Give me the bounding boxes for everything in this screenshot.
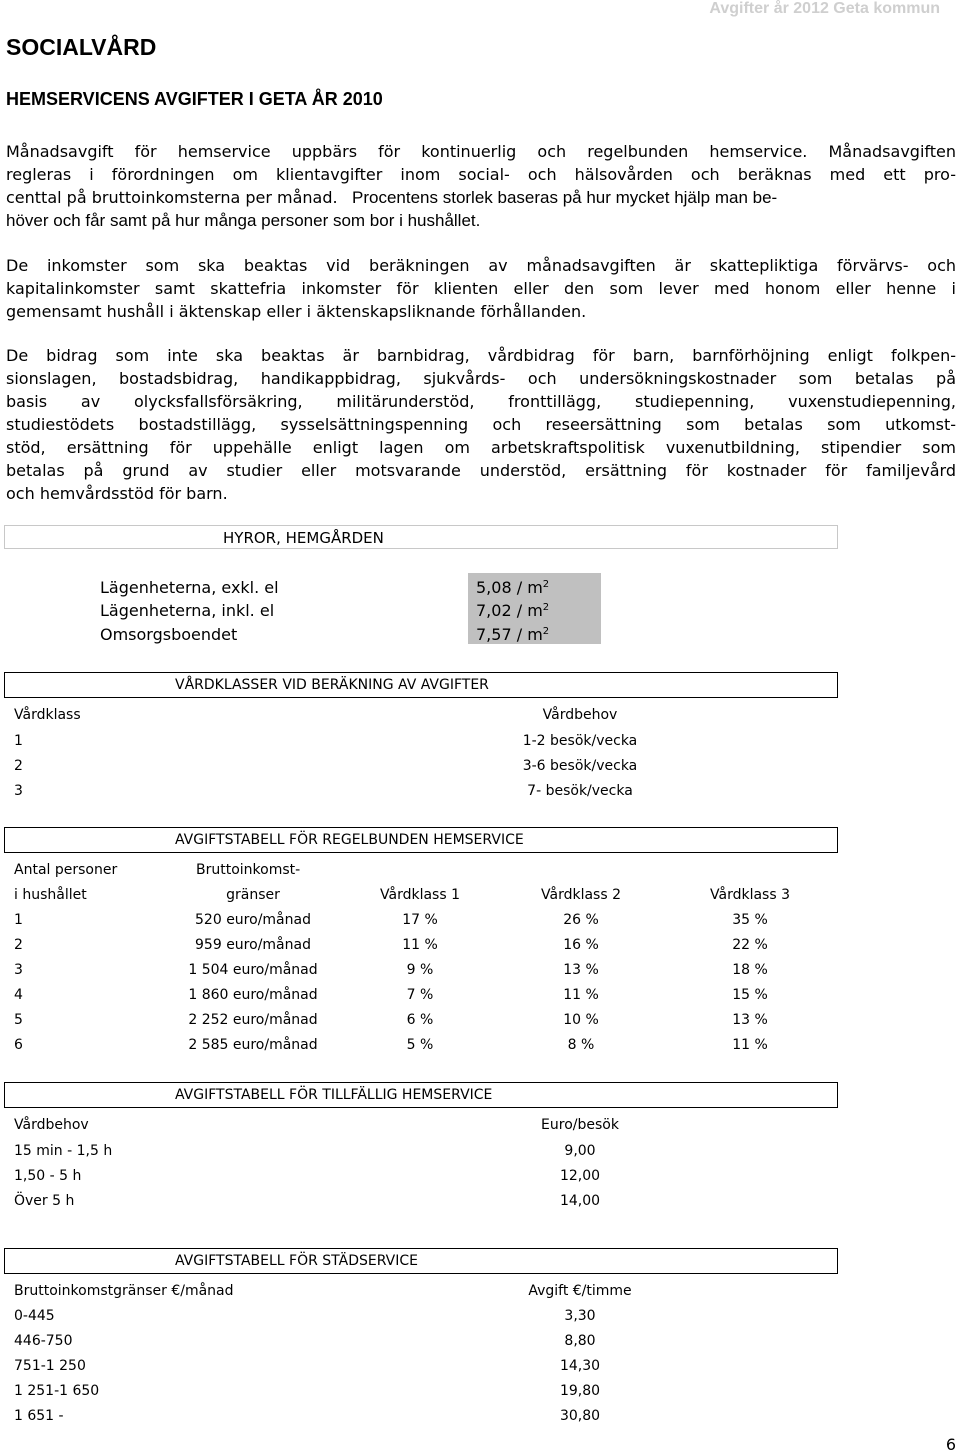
regular-table-title: AVGIFTSTABELL FÖR REGELBUNDEN HEMSERVICE bbox=[175, 832, 524, 848]
paragraph-line: De bidrag som inte ska beaktas är barnbidrag, vårdbidrag för barn, barnförhöjning enligt folkpen- bbox=[6, 346, 956, 365]
paragraph-line: basis av olycksfallsförsäkring, militärunderstöd, fronttillägg, studiepenning, vuxenstudiepenning, bbox=[6, 392, 956, 411]
table-cell: 0-445 bbox=[14, 1308, 55, 1324]
table-cell: 3 bbox=[14, 962, 23, 978]
table-cell: 8,80 bbox=[564, 1333, 596, 1349]
table-cell: 11 % bbox=[732, 1037, 768, 1053]
table-cell: 10 % bbox=[563, 1012, 599, 1028]
table-cell: 3 bbox=[14, 783, 23, 799]
table-cell: 520 euro/månad bbox=[195, 912, 311, 928]
paragraph-line: sionslagen, bostadsbidrag, handikappbidrag, sjukvårds- och undersökningskostnader som betalas på bbox=[6, 369, 956, 388]
table-cell: 16 % bbox=[563, 937, 599, 953]
table-cell: 1 bbox=[14, 733, 23, 749]
page-number: 6 bbox=[945, 1435, 956, 1454]
page-title: SOCIALVÅRD bbox=[6, 34, 157, 60]
table-cell: 1-2 besök/vecka bbox=[522, 733, 638, 749]
temporary-table-title-box bbox=[4, 1082, 838, 1108]
column-header: Antal personer bbox=[14, 862, 118, 878]
column-header: Vårdklass bbox=[14, 707, 81, 723]
table-cell: 26 % bbox=[563, 912, 599, 928]
paragraph-line: betalas på grund av studier eller motsvarande understöd, ersättning för kostnader för familjevård bbox=[6, 461, 956, 480]
table-cell: 35 % bbox=[732, 912, 768, 928]
table-cell: 19,80 bbox=[559, 1383, 601, 1399]
table-cell: 9,00 bbox=[564, 1143, 596, 1159]
column-header: Vårdklass 3 bbox=[710, 887, 790, 903]
table-cell: 12,00 bbox=[559, 1168, 601, 1184]
table-cell: 2 252 euro/månad bbox=[188, 1012, 318, 1028]
table-cell: 9 % bbox=[406, 962, 434, 978]
table-cell: 13 % bbox=[732, 1012, 768, 1028]
table-cell: 1 bbox=[14, 912, 23, 928]
care-classes-title-box bbox=[4, 672, 838, 698]
table-cell: 7 % bbox=[406, 987, 434, 1003]
table-cell: 15 min - 1,5 h bbox=[14, 1143, 113, 1159]
paragraph-line: kapitalinkomster samt skattefria inkomster för klienten eller den som lever med honom eller henne i bbox=[6, 279, 956, 298]
table-cell: 1 651 - bbox=[14, 1408, 64, 1424]
regular-table-title-box bbox=[4, 827, 838, 853]
paragraph-line: centtal på bruttoinkomsterna per månad. bbox=[6, 188, 338, 207]
table-cell: 751-1 250 bbox=[14, 1358, 86, 1374]
paragraph-excluded-benefits bbox=[6, 344, 956, 505]
table-cell: 1 251-1 650 bbox=[14, 1383, 100, 1399]
column-header: Vårdklass 1 bbox=[380, 887, 460, 903]
table-cell: 30,80 bbox=[559, 1408, 601, 1424]
rent-value: $7,57 / m^2$ bbox=[476, 625, 550, 644]
paragraph-income bbox=[6, 254, 956, 323]
table-cell: 11 % bbox=[402, 937, 438, 953]
table-cell: 6 % bbox=[406, 1012, 434, 1028]
table-cell: Över 5 h bbox=[14, 1193, 75, 1209]
rent-title: HYROR, HEMGÅRDEN bbox=[223, 529, 384, 547]
table-cell: 11 % bbox=[563, 987, 599, 1003]
rent-label: Omsorgsboendet bbox=[100, 625, 238, 644]
column-header: Bruttoinkomst- bbox=[196, 862, 301, 878]
table-cell: 2 585 euro/månad bbox=[188, 1037, 318, 1053]
table-cell: 18 % bbox=[732, 962, 768, 978]
paragraph-line: Procentens storlek baseras på hur mycket hjälp man be- bbox=[352, 188, 778, 207]
column-header: Vårdbehov bbox=[14, 1117, 89, 1133]
table-cell: 15 % bbox=[732, 987, 768, 1003]
table-cell: 7- besök/vecka bbox=[527, 783, 633, 799]
table-cell: 446-750 bbox=[14, 1333, 73, 1349]
table-cell: 1,50 - 5 h bbox=[14, 1168, 82, 1184]
table-cell: 2 bbox=[14, 937, 23, 953]
table-cell: 4 bbox=[14, 987, 23, 1003]
table-cell: 1 860 euro/månad bbox=[188, 987, 318, 1003]
table-cell: 1 504 euro/månad bbox=[188, 962, 318, 978]
table-cell: 13 % bbox=[563, 962, 599, 978]
table-cell: 3,30 bbox=[564, 1308, 596, 1324]
table-cell: 8 % bbox=[567, 1037, 595, 1053]
column-header: Vårdbehov bbox=[542, 707, 618, 723]
column-header: gränser bbox=[226, 887, 280, 903]
paragraph-line: studiestödets bostadstillägg, sysselsättningspenning och reseersättning som betalas som utkomst- bbox=[6, 415, 956, 434]
table-cell: 14,30 bbox=[559, 1358, 601, 1374]
temporary-table-title: AVGIFTSTABELL FÖR TILLFÄLLIG HEMSERVICE bbox=[175, 1087, 493, 1103]
rent-title-box bbox=[4, 525, 838, 549]
section-heading: HEMSERVICENS AVGIFTER I GETA ÅR 2010 bbox=[6, 89, 383, 109]
cleaning-table-title-box bbox=[4, 1248, 838, 1274]
table-cell: 5 % bbox=[406, 1037, 434, 1053]
paragraph-line: Månadsavgift för hemservice uppbärs för kontinuerlig och regelbunden hemservice. Månadsavgiften bbox=[6, 142, 956, 161]
table-cell: 6 bbox=[14, 1037, 23, 1053]
rent-value: $5,08 / m^2$ bbox=[476, 578, 550, 597]
rent-label: Lägenheterna, inkl. el bbox=[100, 601, 275, 620]
table-cell: 17 % bbox=[402, 912, 438, 928]
table-cell: 3-6 besök/vecka bbox=[522, 758, 638, 774]
paragraph-line: och hemvårdsstöd för barn. bbox=[6, 484, 228, 503]
care-classes-title: VÅRDKLASSER VID BERÄKNING AV AVGIFTER bbox=[175, 677, 489, 693]
rent-value: $7,02 / m^2$ bbox=[476, 601, 550, 620]
column-header: Avgift €/timme bbox=[528, 1283, 632, 1299]
column-header: Bruttoinkomstgränser €/månad bbox=[14, 1283, 234, 1299]
table-cell: 14,00 bbox=[559, 1193, 601, 1209]
table-cell: 959 euro/månad bbox=[195, 937, 311, 953]
paragraph-line: gemensamt hushåll i äktenskap eller i äktenskapsliknande förhållanden. bbox=[6, 302, 587, 321]
paragraph-line: regleras i förordningen om klientavgifter inom social- och hälsovården och beräknas med ett pro- bbox=[6, 165, 956, 184]
table-cell: 22 % bbox=[732, 937, 768, 953]
column-header: i hushållet bbox=[14, 887, 87, 903]
document-header-note: Avgifter år 2012 Geta kommun bbox=[709, 0, 940, 17]
paragraph-line: De inkomster som ska beaktas vid beräkningen av månadsavgiften är skattepliktiga förvärvs- och bbox=[6, 256, 956, 275]
column-header: Vårdklass 2 bbox=[541, 887, 621, 903]
paragraph-line: stöd, ersättning för uppehälle enligt lagen om arbetskraftspolitisk vuxenutbildning, stipendier som bbox=[6, 438, 956, 457]
paragraph-line: höver och får samt på hur många personer som bor i hushållet. bbox=[6, 211, 481, 230]
cleaning-table-title: AVGIFTSTABELL FÖR STÄDSERVICE bbox=[175, 1253, 419, 1269]
rent-label: Lägenheterna, exkl. el bbox=[100, 578, 279, 597]
table-cell: 2 bbox=[14, 758, 23, 774]
column-header: Euro/besök bbox=[541, 1117, 619, 1133]
table-cell: 5 bbox=[14, 1012, 23, 1028]
